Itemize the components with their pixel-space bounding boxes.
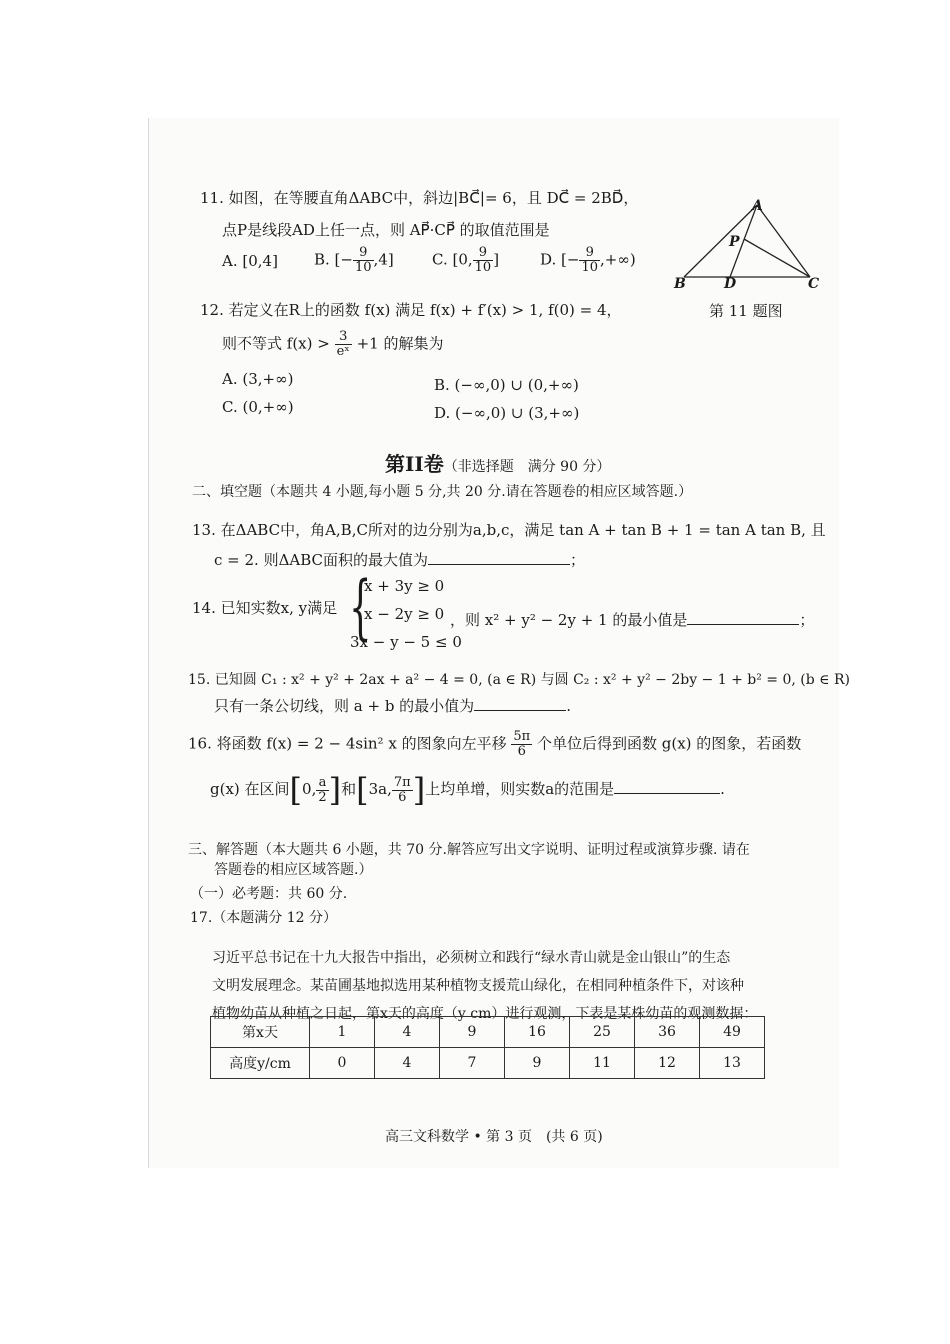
q12-option-c: C. (0,+∞) [222, 398, 294, 416]
side-ac [757, 205, 810, 277]
required-questions-heading: （一）必考题：共 60 分. [190, 886, 348, 902]
left-bracket: [ [289, 771, 303, 809]
fraction-numerator: 3 [335, 330, 352, 345]
q16-line2-c: 上均单增，则实数a的范围是 [425, 780, 615, 798]
fraction-denominator: 10 [581, 260, 598, 275]
table-cell: 7 [440, 1048, 505, 1079]
fraction-numerator: 5π [513, 729, 531, 744]
q13-end: ； [570, 551, 586, 569]
q14-constraint-2: x − 2y ≥ 0 [364, 605, 445, 623]
q12-line2-post: +1 的解集为 [356, 334, 444, 353]
fraction-numerator: a [316, 776, 328, 791]
figure-caption: 第 11 题图 [709, 302, 783, 320]
triangle-figure [670, 195, 830, 295]
fraction-denominator: 6 [398, 789, 407, 805]
table-header-height: 高度y/cm [211, 1048, 310, 1079]
q14-constraint-1: x + 3y ≥ 0 [364, 577, 445, 595]
q11-option-a: A. [0,4] [222, 252, 278, 270]
q16-line1-pre: 16. 将函数 f(x) = 2 − 4sin² x 的图象向左平移 [188, 734, 507, 753]
fraction-denominator: eˣ [336, 344, 350, 359]
table-cell: 11 [570, 1048, 635, 1079]
side-ab [684, 205, 757, 277]
q15-line2 [214, 696, 571, 716]
figure-label-d: D [724, 276, 737, 292]
q16-shift-fraction [511, 730, 532, 759]
table-cell: 12 [635, 1048, 700, 1079]
q12-line1: 12. 若定义在R上的函数 f(x) 满足 f(x) + f′(x) > 1, f(0) = 4， [200, 301, 622, 319]
q11-line1: 11. 如图，在等腰直角ΔABC中，斜边|BC⃗|= 6，且 DC⃗ = 2BD⃗， [200, 189, 639, 207]
q12-option-a: A. (3,+∞) [222, 370, 294, 388]
fraction-numerator: 7π [393, 774, 411, 790]
q12-line2 [222, 330, 443, 359]
fraction-denominator: 2 [318, 789, 327, 805]
table-cell: 25 [570, 1017, 635, 1048]
answer-blank[interactable] [428, 550, 570, 565]
q15-line1: 15. 已知圆 C₁ : x² + y² + 2ax + a² − 4 = 0, (a ∈ R) 与圆 C₂ : x² + y² − 2by − 1 + b² = 0, (b ∈ R) [188, 672, 850, 688]
fill-in-heading: 二、填空题（本题共 4 小题,每小题 5 分,共 20 分.请在答题卷的相应区域答题.） [192, 484, 693, 500]
q16-line1-post: 个单位后得到函数 g(x) 的图象，若函数 [536, 734, 802, 753]
q11-option-b-fraction [353, 246, 374, 275]
figure-label-a: A [752, 198, 763, 214]
q16-line2 [210, 771, 725, 809]
fraction-denominator: 6 [517, 744, 526, 759]
figure-label-p: P [729, 234, 740, 250]
q16-interval2-pre: 3a, [368, 780, 392, 798]
section-ii-subtitle: （非选择题 满分 90 分） [443, 459, 611, 475]
q11-option-d [540, 246, 636, 275]
q14-prefix: 14. 已知实数x, y满足 [192, 599, 338, 617]
q14-constraint-3: 3x − y − 5 ≤ 0 [350, 633, 462, 651]
table-cell: 9 [440, 1017, 505, 1048]
q13-line1: 13. 在ΔABC中，角A,B,C所对的边分别为a,b,c，满足 tan A + tan B + 1 = tan A tan B, 且 [192, 521, 826, 539]
q11-option-b-post: ,4] [373, 250, 394, 269]
left-bracket: [ [356, 771, 369, 809]
q16-line2-b: 和 [341, 780, 357, 798]
right-bracket: ] [412, 771, 426, 809]
section-ii-title [385, 448, 610, 477]
answer-section-heading-2: 答题卷的相应区域答题.） [214, 862, 373, 878]
table-cell: 0 [310, 1048, 375, 1079]
q14-end: ； [799, 611, 815, 629]
fraction-numerator: 9 [579, 246, 600, 261]
q11-option-b-pre: B. [− [314, 250, 353, 269]
q11-option-c-post: ] [493, 250, 500, 269]
fraction-numerator: 9 [473, 246, 494, 261]
table-cell: 4 [375, 1048, 440, 1079]
table-cell: 4 [375, 1017, 440, 1048]
answer-blank[interactable] [474, 696, 566, 711]
q12-option-b: B. (−∞,0) ∪ (0,+∞) [434, 376, 579, 394]
q11-option-c [432, 246, 499, 275]
page-footer: 高三文科数学 • 第 3 页 (共 6 页) [385, 1129, 603, 1145]
q16-interval1-pre: 0, [302, 780, 317, 798]
fraction-denominator: 10 [354, 260, 372, 275]
q11-option-b [314, 246, 394, 275]
segment-pc [744, 239, 810, 277]
q14-suffix-text: ，则 x² + y² − 2y + 1 的最小值是 [450, 611, 688, 629]
q15-end: . [566, 697, 571, 715]
q12-fraction [335, 330, 352, 359]
q13-line2-text: c = 2. 则ΔABC面积的最大值为 [214, 551, 429, 569]
q15-line2-text: 只有一条公切线，则 a + b 的最小值为 [214, 697, 475, 715]
q17-paragraph-1: 习近平总书记在十九大报告中指出，必须树立和践行“绿水青山就是金山银山”的生态 [212, 950, 731, 966]
table-row [211, 1048, 765, 1079]
q11-option-c-fraction [473, 246, 494, 275]
fraction-numerator: 9 [353, 246, 374, 261]
answer-section-heading-1: 三、解答题（本大题共 6 小题，共 70 分.解答应写出文字说明、证明过程或演算步骤. 请在 [188, 842, 750, 858]
observation-table [210, 1016, 765, 1079]
q11-line2: 点P是线段AD上任一点，则 AP⃗·CP⃗ 的取值范围是 [222, 221, 550, 239]
right-bracket: ] [328, 771, 342, 809]
q11-option-d-pre: D. [− [540, 250, 580, 269]
q17-paragraph-2: 文明发展理念。某苗圃基地拟选用某种植物支援荒山绿化，在相同种植条件下，对该种 [212, 978, 744, 994]
q16-end: . [720, 780, 725, 798]
table-cell: 16 [505, 1017, 570, 1048]
q17-title: 17.（本题满分 12 分） [190, 910, 337, 926]
section-ii-title-text: 第II卷 [385, 452, 444, 476]
table-cell: 1 [310, 1017, 375, 1048]
answer-blank[interactable] [687, 610, 799, 625]
q11-option-c-pre: C. [0, [432, 250, 473, 269]
figure-label-b: B [674, 276, 686, 292]
q11-option-d-fraction [579, 246, 600, 275]
table-cell: 49 [700, 1017, 765, 1048]
table-cell: 36 [635, 1017, 700, 1048]
table-row [211, 1017, 765, 1048]
answer-blank[interactable] [614, 779, 720, 794]
q14-suffix [450, 610, 814, 630]
brace-symbol: { [349, 566, 372, 648]
q11-option-d-post: ,+∞) [600, 250, 636, 269]
q16-interval1-fraction [316, 776, 328, 805]
table-cell: 9 [505, 1048, 570, 1079]
q16-line2-a: g(x) 在区间 [210, 780, 290, 798]
fraction-denominator: 10 [474, 260, 492, 275]
q12-option-d: D. (−∞,0) ∪ (3,+∞) [434, 404, 580, 422]
q17-paragraph-3: 植物幼苗从种植之日起，第x天的高度（y cm）进行观测，下表是某株幼苗的观测数据： [212, 1006, 758, 1022]
q16-interval2-fraction [392, 776, 413, 805]
table-header-day: 第x天 [211, 1017, 310, 1048]
q16-line1 [188, 730, 801, 759]
q12-line2-pre: 则不等式 f(x) > [222, 334, 330, 353]
figure-label-c: C [808, 276, 820, 292]
q13-line2 [214, 550, 585, 570]
table-cell: 13 [700, 1048, 765, 1079]
